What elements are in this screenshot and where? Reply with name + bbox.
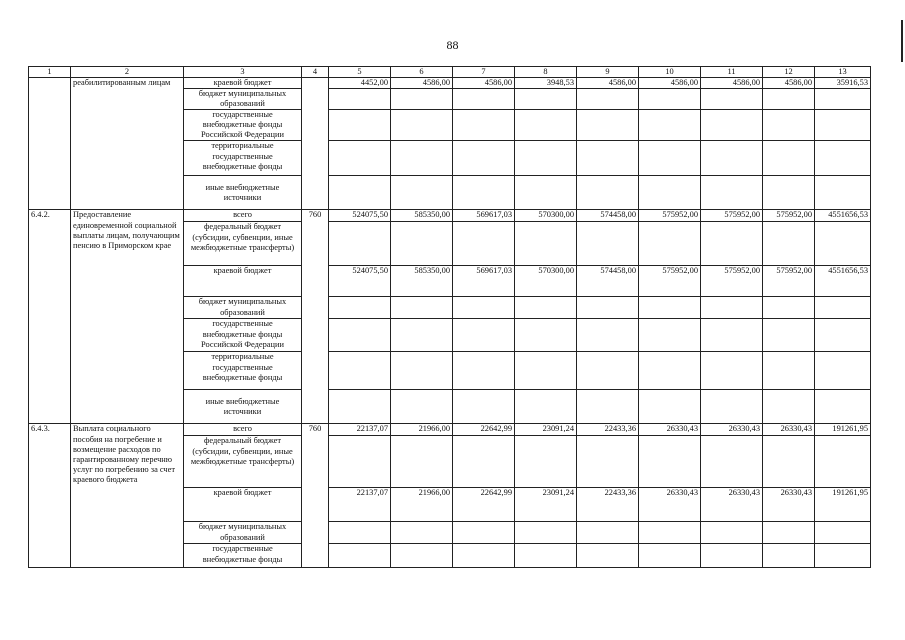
source-label: бюджет муниципальных образований [184, 89, 302, 110]
value-cell: 26330,43 [763, 488, 815, 522]
value-cell: 3948,53 [515, 78, 577, 89]
header-cell: 9 [577, 67, 639, 78]
value-cell: 575952,00 [639, 266, 701, 297]
value-cell: 585350,00 [391, 210, 453, 222]
value-cell: 22642,99 [453, 424, 515, 436]
source-label: иные внебюджетные источники [184, 176, 302, 210]
value-cell: 26330,43 [639, 488, 701, 522]
value-cell: 575952,00 [763, 266, 815, 297]
value-cell: 585350,00 [391, 266, 453, 297]
value-cell: 575952,00 [763, 210, 815, 222]
value-cell: 23091,24 [515, 488, 577, 522]
value-cell: 4586,00 [391, 78, 453, 89]
source-label: бюджет муниципальных образований [184, 297, 302, 319]
header-cell: 13 [815, 67, 871, 78]
value-cell: 524075,50 [329, 266, 391, 297]
value-cell: 524075,50 [329, 210, 391, 222]
value-cell: 4586,00 [453, 78, 515, 89]
source-label: федеральный бюджет (субсидии, субвенции, иные межбюджетные трансферты) [184, 436, 302, 488]
source-label: территориальные государственные внебюджетные фонды [184, 141, 302, 176]
value-cell: 21966,00 [391, 488, 453, 522]
value-cell: 191261,95 [815, 424, 871, 436]
source-label: государственные внебюджетные фонды Российской Федерации [184, 319, 302, 352]
value-cell: 575952,00 [701, 266, 763, 297]
value-cell: 26330,43 [639, 424, 701, 436]
source-label: краевой бюджет [184, 266, 302, 297]
page-number: 88 [446, 38, 459, 52]
value-cell: 22433,36 [577, 424, 639, 436]
header-row [29, 67, 871, 78]
header-cell: 2 [71, 67, 184, 78]
item-col4: 760 [302, 210, 329, 424]
item-col4 [302, 78, 329, 210]
scan-edge-mark [901, 20, 903, 62]
source-label: бюджет муниципальных образований [184, 522, 302, 544]
value-cell: 4551656,53 [815, 210, 871, 222]
value-cell: 21966,00 [391, 424, 453, 436]
table-row [29, 424, 871, 436]
value-cell: 570300,00 [515, 266, 577, 297]
value-cell: 4586,00 [639, 78, 701, 89]
item-number: 6.4.3. [29, 424, 71, 568]
value-cell: 22137,07 [329, 488, 391, 522]
value-cell: 26330,43 [701, 488, 763, 522]
value-cell: 4452,00 [329, 78, 391, 89]
value-cell: 574458,00 [577, 266, 639, 297]
header-cell: 4 [302, 67, 329, 78]
source-label: территориальные государственные внебюджетные фонды [184, 352, 302, 390]
header-cell: 7 [453, 67, 515, 78]
source-label: краевой бюджет [184, 488, 302, 522]
value-cell: 4586,00 [763, 78, 815, 89]
value-cell: 26330,43 [701, 424, 763, 436]
value-cell: 22642,99 [453, 488, 515, 522]
source-label: государственные внебюджетные фонды [184, 544, 302, 568]
value-cell: 191261,95 [815, 488, 871, 522]
header-cell: 5 [329, 67, 391, 78]
header-cell: 12 [763, 67, 815, 78]
item-col4: 760 [302, 424, 329, 568]
item-name: Предоставление единовременной социальной выплаты лицам, получающим пенсию в Приморском крае [71, 210, 184, 424]
header-cell: 3 [184, 67, 302, 78]
item-number [29, 78, 71, 210]
value-cell: 22137,07 [329, 424, 391, 436]
header-cell: 10 [639, 67, 701, 78]
value-cell: 35916,53 [815, 78, 871, 89]
header-cell: 11 [701, 67, 763, 78]
value-cell: 574458,00 [577, 210, 639, 222]
value-cell: 569617,03 [453, 266, 515, 297]
item-name: реабилитированным лицам [71, 78, 184, 210]
item-name: Выплата социального пособия на погребение и возмещение расходов по гарантированному перечню услуг по погребению за счет краевого бюджета [71, 424, 184, 568]
header-cell: 6 [391, 67, 453, 78]
budget-table [28, 66, 871, 568]
source-label: краевой бюджет [184, 78, 302, 89]
source-label: иные внебюджетные источники [184, 390, 302, 424]
table-row [29, 210, 871, 222]
source-label: всего [184, 210, 302, 222]
value-cell: 575952,00 [701, 210, 763, 222]
source-label: всего [184, 424, 302, 436]
table-row [29, 78, 871, 89]
value-cell: 575952,00 [639, 210, 701, 222]
item-number: 6.4.2. [29, 210, 71, 424]
value-cell: 569617,03 [453, 210, 515, 222]
value-cell: 4551656,53 [815, 266, 871, 297]
header-cell: 1 [29, 67, 71, 78]
source-label: федеральный бюджет (субсидии, субвенции, иные межбюджетные трансферты) [184, 222, 302, 266]
value-cell: 22433,36 [577, 488, 639, 522]
source-label: государственные внебюджетные фонды Российской Федерации [184, 110, 302, 141]
header-cell: 8 [515, 67, 577, 78]
value-cell: 4586,00 [577, 78, 639, 89]
value-cell: 570300,00 [515, 210, 577, 222]
value-cell: 23091,24 [515, 424, 577, 436]
value-cell: 4586,00 [701, 78, 763, 89]
value-cell: 26330,43 [763, 424, 815, 436]
